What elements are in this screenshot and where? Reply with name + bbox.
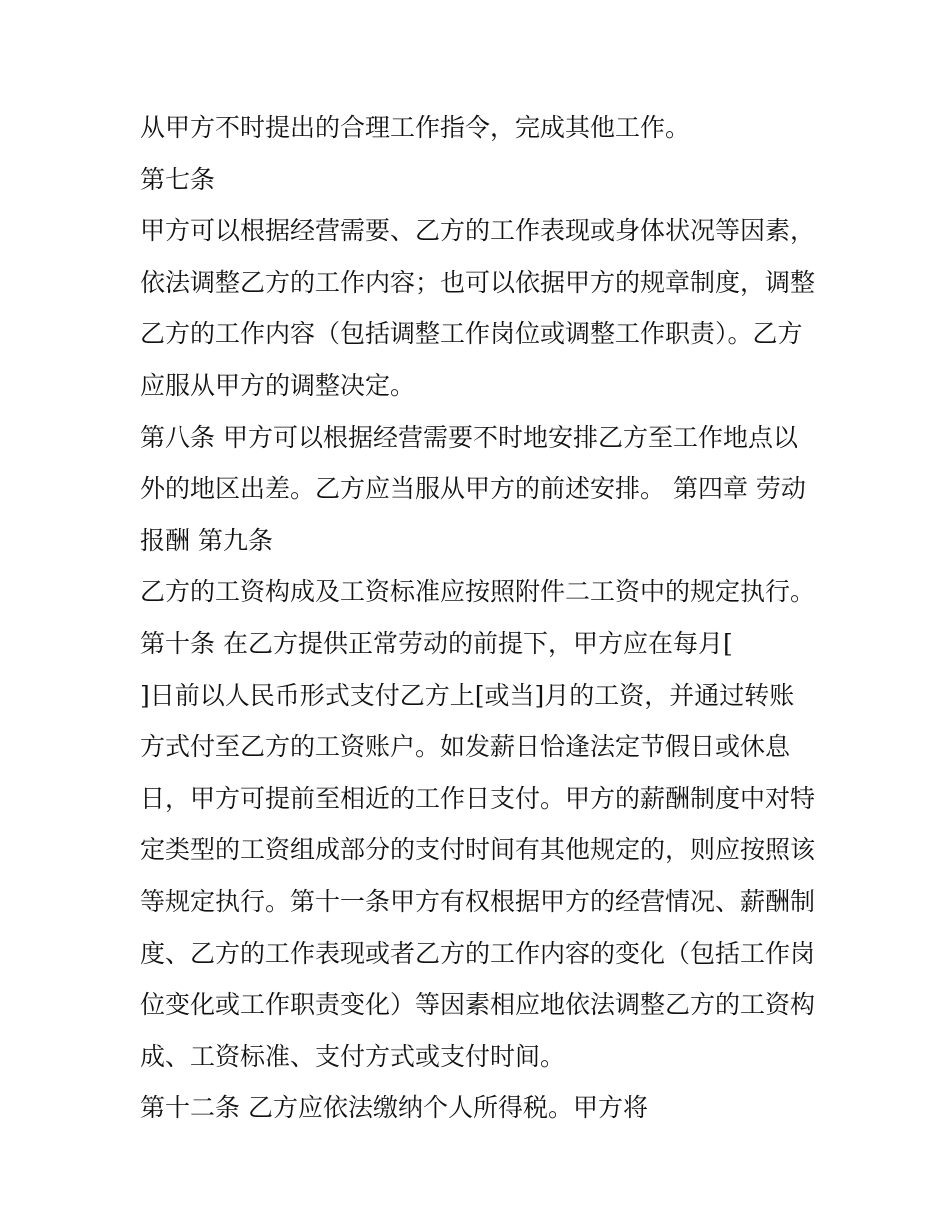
article-8-line: 第八条 甲方可以根据经营需要不时地安排乙方至工作地点以	[140, 422, 798, 452]
text-line: 等规定执行。第十一条甲方有权根据甲方的经营情况、薪酬制	[140, 886, 816, 916]
text-line: 依法调整乙方的工作内容；也可以依据甲方的规章制度，调整	[140, 267, 816, 297]
article-10-line: 第十条 在乙方提供正常劳动的前提下，甲方应在每月[	[140, 628, 733, 658]
text-line: 位变化或工作职责变化）等因素相应地依法调整乙方的工资构	[140, 990, 816, 1020]
text-line: 定类型的工资组成部分的支付时间有其他规定的，则应按照该	[140, 835, 816, 865]
text-line: 日，甲方可提前至相近的工作日支付。甲方的薪酬制度中对特	[140, 783, 816, 813]
text-line: 度、乙方的工作表现或者乙方的工作内容的变化（包括工作岗	[140, 938, 816, 968]
text-line: 从甲方不时提出的合理工作指令，完成其他工作。	[140, 113, 691, 142]
text-line: 甲方可以根据经营需要、乙方的工作表现或身体状况等因素，	[140, 216, 816, 246]
text-line: 应服从甲方的调整决定。	[140, 370, 416, 400]
article-12-line: 第十二条 乙方应依法缴纳个人所得税。甲方将	[140, 1093, 648, 1123]
text-line: 成、工资标准、支付方式或支付时间。	[140, 1041, 566, 1071]
text-line: 外的地区出差。乙方应当服从甲方的前述安排。 第四章 劳动	[140, 474, 806, 504]
text-line: 乙方的工作内容（包括调整工作岗位或调整工作职责）。乙方	[140, 319, 803, 349]
text-line: 乙方的工资构成及工资标准应按照附件二工资中的规定执行。	[140, 577, 816, 607]
contract-text	[140, 108, 820, 1140]
article-9-heading: 报酬 第九条	[140, 525, 273, 555]
text-line: 方式付至乙方的工资账户。如发薪日恰逢法定节假日或休息	[140, 732, 791, 762]
article-7-heading: 第七条	[140, 164, 216, 194]
text-line: ]日前以人民币形式支付乙方上[或当]月的工资，并通过转账	[140, 680, 795, 710]
